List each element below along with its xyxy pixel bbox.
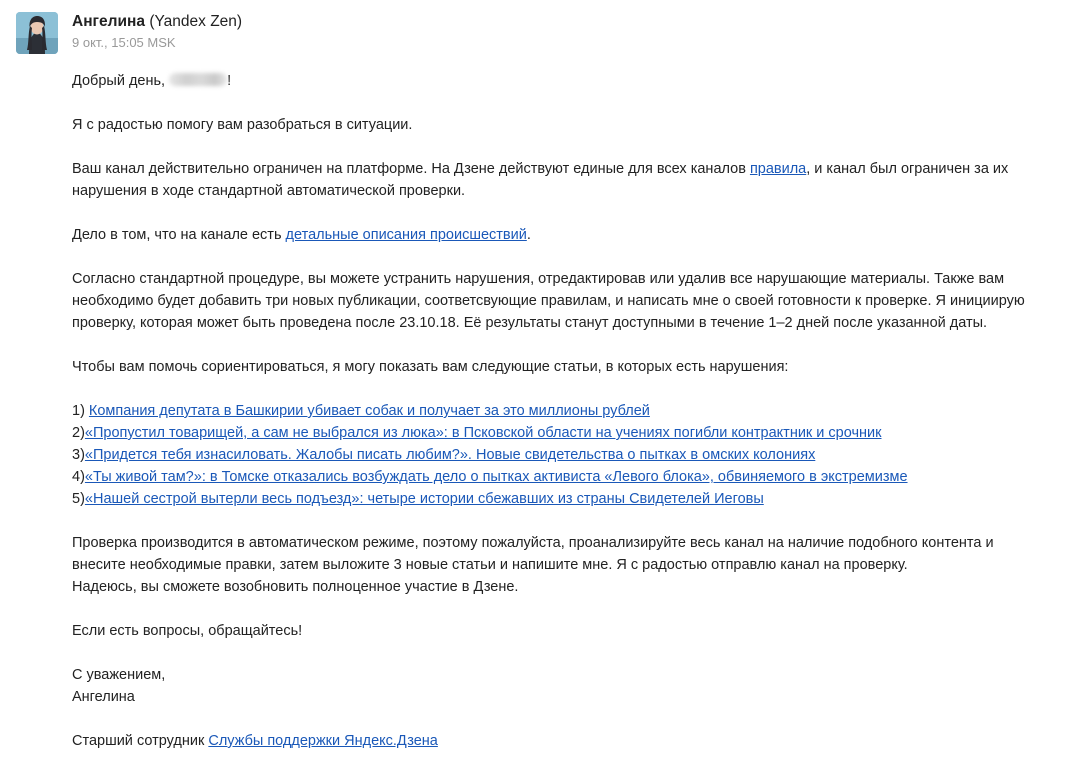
greeting-end: ! [227,73,232,89]
list-item-number: 4) [72,469,85,485]
paragraph-reason-end: . [526,227,531,243]
position-text: Старший сотрудник [72,733,209,749]
signature-position [72,730,1047,752]
avatar-image [16,12,58,54]
support-service-link[interactable]: Службы поддержки Яндекс.Дзена [208,733,438,749]
list-item-number: 3) [72,447,85,463]
article-link-4[interactable]: «Ты живой там?»: в Томске отказались возбуждать дело о пытках активиста «Левого блока», обвиняемого в экстремизме [84,469,908,485]
paragraph-reason [72,224,1047,246]
signature [72,664,1047,708]
articles-list [72,400,1047,510]
incident-descriptions-link[interactable]: детальные описания происшествий [285,227,527,243]
paragraph-help: Я с радостью помогу вам разобраться в ситуации. [72,117,413,133]
list-item-number: 5) [72,491,85,507]
message-body [72,70,1047,752]
list-item-number: 2) [72,425,85,441]
greeting [72,70,1047,92]
list-item [72,400,1047,422]
greeting-text: Добрый день, [72,73,166,89]
redacted-name [169,73,227,86]
paragraph-hope-text: Надеюсь, вы сможете возобновить полноценное участие в Дзене. [72,579,519,595]
paragraph-reason-text: Дело в том, что на канале есть [72,227,286,243]
article-link-5[interactable]: «Нашей сестрой вытерли весь подъезд»: четыре истории сбежавших из страны Свидетелей Иеговы [84,491,764,507]
paragraph-restricted [72,158,1047,202]
paragraph-articles-intro: Чтобы вам помочь сориентироваться, я могу показать вам следующие статьи, в которых есть нарушения: [72,359,789,375]
paragraph-restricted-text: Ваш канал действительно ограничен на платформе. На Дзене действуют единые для всех каналов [72,161,750,177]
article-link-2[interactable]: «Пропустил товарищей, а сам не выбрался из люка»: в Псковской области на учениях погибли контрактник и срочник [84,425,882,441]
list-item [72,488,1047,510]
list-item [72,422,1047,444]
sender-avatar[interactable] [16,12,58,54]
list-item-number: 1) [72,403,89,419]
rules-link[interactable]: правила [749,161,807,177]
list-item [72,444,1047,466]
paragraph-procedure: Согласно стандартной процедуре, вы можете устранить нарушения, отредактировав или удалив все нарушающие материалы. Также вам необходимо будет добавить три новых публикации, соответсвующие правилам, и написать мне о своей готовности к проверке. Я инициирую проверку, которая может быть проведена после 23.10.18. Её результаты станут доступными в течение 1–2 дней после указанной даты. [72,271,1025,331]
sender-line [72,12,242,32]
paragraph-questions: Если есть вопросы, обращайтесь! [72,623,303,639]
paragraph-restricted-text-end: , и канал был ограничен за их нарушения в ходе стандартной автоматической проверки. [72,161,1009,199]
paragraph-check [72,532,1047,598]
signoff: С уважением, [72,667,166,683]
message-date: 9 окт., 15:05 MSK [72,35,176,50]
sender-name: Ангелина [72,13,145,30]
sender-org: (Yandex Zen) [149,13,243,30]
signature-name: Ангелина [72,689,135,705]
paragraph-check-text: Проверка производится в автоматическом режиме, поэтому пожалуйста, проанализируйте весь канал на наличие подобного контента и внесите необходимые правки, затем выложите 3 новые статьи и напишите мне. Я с радостью отправлю канал на проверку. [72,535,994,573]
article-link-3[interactable]: «Придется тебя изнасиловать. Жалобы писать любим?». Новые свидетельства о пытках в омских колониях [84,447,816,463]
article-link-1[interactable]: Компания депутата в Башкирии убивает собак и получает за это миллионы рублей [88,403,650,419]
list-item [72,466,1047,488]
